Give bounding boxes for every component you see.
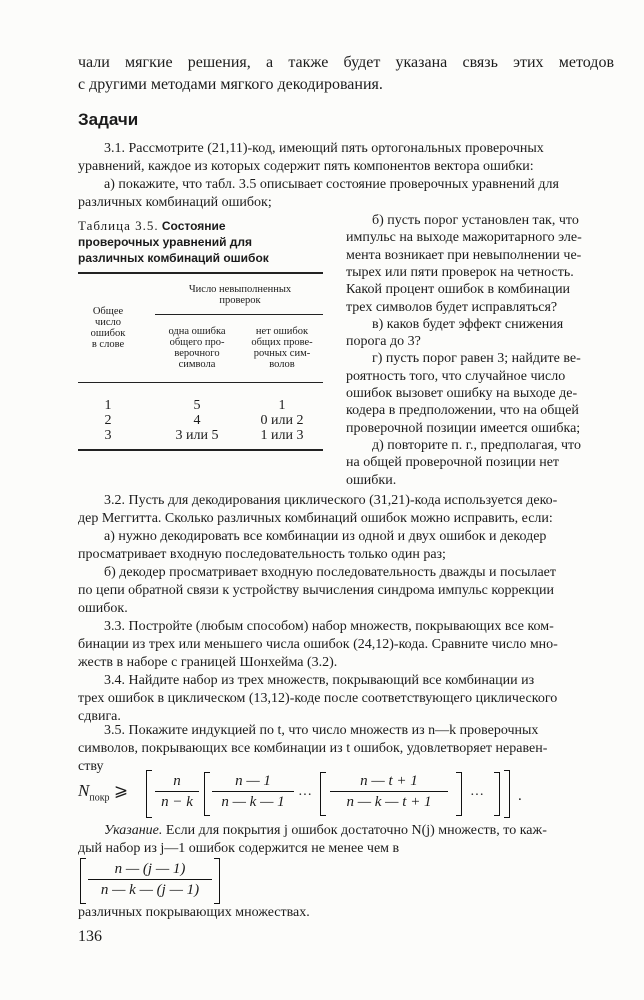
- table-cell: 1: [278, 398, 286, 413]
- fraction-numerator: n — t + 1: [360, 773, 418, 789]
- problem-3-4-line: 3.4. Найдите набор из трех множеств, покрывающий все комбинации из: [104, 673, 535, 688]
- right-column-line: б) пусть порог установлен так, что: [372, 213, 579, 228]
- right-column-line: роятность того, что случайное число: [346, 368, 566, 384]
- table-caption-title: проверочных уравнений для: [78, 235, 253, 249]
- problem-3-5-line: 3.5. Покажите индукцией по t, что число множеств из n—k проверочных: [104, 723, 539, 738]
- table-header-group: [160, 284, 320, 306]
- right-column-line: порога до 3?: [346, 334, 421, 350]
- formula-fraction-1: [155, 772, 199, 811]
- right-column-line: проверочной позиции имеется ошибка;: [346, 420, 581, 436]
- table-rule-top: [78, 272, 323, 274]
- problem-3-2-line: 3.2. Пусть для декодирования циклического (31,21)-кода используется деко-: [104, 493, 558, 508]
- table-header-line: символа: [178, 359, 216, 370]
- table-header-col2: [155, 326, 239, 370]
- problem-3-3-line: 3.3. Постройте (любым способом) набор множеств, покрывающих все ком-: [104, 619, 554, 634]
- problem-3-2-line: просматривает входную последовательность только один раз;: [78, 547, 446, 562]
- table-header-line: число: [94, 317, 122, 328]
- formula-lhs: [78, 781, 128, 803]
- fraction-numerator: n: [173, 773, 181, 789]
- right-column-line: Какой процент ошибок в комбинации: [346, 282, 571, 298]
- problem-3-2-line: а) нужно декодировать все комбинации из одной и двух ошибок и декодер: [104, 529, 547, 544]
- final-line: различных покрывающих множествах.: [78, 905, 310, 920]
- right-column-line: ошибки.: [346, 472, 397, 488]
- ceil-bracket-left: [320, 772, 326, 816]
- ceil-bracket-right: [456, 772, 462, 816]
- table-header-line: одна ошибка: [168, 326, 226, 337]
- fraction-denominator: n — k — t + 1: [346, 794, 432, 810]
- fraction-denominator: n − k: [161, 794, 193, 810]
- formula-end: .: [518, 788, 522, 804]
- table-header-line: нет ошибок: [255, 326, 309, 337]
- table-caption-prefix: Таблица 3.5.: [78, 218, 159, 233]
- hint-text: Если для покрытия j ошибок достаточно N(j) множеств, то каж-: [162, 823, 547, 838]
- table-cell: 1 или 3: [260, 428, 304, 443]
- table-header-group-line: проверок: [219, 295, 261, 306]
- problem-3-4-line: трех ошибок в циклическом (13,12)-коде после соответствующего циклического: [78, 691, 558, 706]
- table-header-line: общих прове-: [251, 337, 313, 348]
- table-caption-title: Состояние: [161, 219, 226, 233]
- table-header-group-line: Число невыполненных: [188, 284, 292, 295]
- ceil-bracket-right: [494, 772, 500, 816]
- fraction-numerator: n — 1: [235, 773, 271, 789]
- section-title: Задачи: [78, 110, 139, 129]
- formula-lhs-subscript: покр: [89, 792, 110, 804]
- problem-3-1-line: а) покажите, что табл. 3.5 описывает состояние проверочных уравнений для: [104, 177, 559, 192]
- table-header-line: верочного: [174, 348, 220, 359]
- problem-3-1-line: 3.1. Рассмотрите (21,11)-код, имеющий пять ортогональных проверочных: [104, 141, 544, 156]
- table-header-col3: [240, 326, 324, 370]
- ceil-bracket-right: [214, 858, 220, 904]
- table-header-line: ошибок: [90, 328, 126, 339]
- right-column-line: ошибок вызовет ошибку на выходе де-: [346, 386, 578, 401]
- problem-3-2-line: дер Меггитта. Сколько различных комбинаций ошибок можно исправить, если:: [78, 511, 553, 526]
- right-column-line: кодера в предположении, что на общей: [346, 403, 579, 419]
- table-cell: 4: [193, 413, 201, 428]
- formula-mid-dots: ···: [298, 788, 312, 803]
- right-column-line: трех символов будет исправляться?: [346, 299, 558, 315]
- table-rule-bottom: [78, 449, 323, 451]
- right-column-line: на общей проверочной позиции нет: [346, 455, 560, 471]
- right-column-line: в) каков будет эффект снижения: [372, 316, 564, 332]
- problem-3-1-line: различных комбинаций ошибок;: [78, 195, 272, 210]
- ceil-bracket-right: [504, 770, 510, 818]
- page-number: 136: [78, 928, 102, 945]
- problem-3-2-line: ошибок.: [78, 601, 128, 616]
- intro-line: с другими методами мягкого декодирования.: [78, 76, 383, 93]
- hint-line: Указание. Если для покрытия j ошибок достаточно N(j) множеств, то каж-: [104, 823, 547, 838]
- formula-fraction-hint: [88, 860, 212, 899]
- table-caption: [78, 218, 338, 266]
- right-column-line: г) пусть порог равен 3; найдите ве-: [372, 351, 581, 367]
- problem-3-5-line: ству: [78, 759, 104, 774]
- table-cell: 5: [193, 398, 201, 413]
- table-cell: 2: [104, 413, 112, 428]
- fraction-denominator: n — k — (j — 1): [100, 882, 200, 898]
- formula-fraction-3: [330, 772, 448, 811]
- problem-3-5-line: символов, покрывающих все комбинации из t ошибок, удовлетворяет неравен-: [78, 741, 548, 756]
- table-header-line: в слове: [91, 339, 125, 350]
- formula-relation: ⩾: [113, 781, 129, 800]
- problem-3-3-line: бинации из трех или меньшего числа ошибок (24,12)-кода. Сравните число мно-: [78, 637, 558, 652]
- table-caption-title: различных комбинаций ошибок: [78, 251, 269, 265]
- problem-3-2-line: б) декодер просматривает входную последовательность дважды и посылает: [104, 565, 556, 580]
- formula-inner-dots: ···: [470, 788, 484, 803]
- problem-3-3-line: жеств в наборе с границей Шонхейма (3.2).: [78, 655, 338, 670]
- table-rule-sub: [155, 314, 323, 315]
- table-cell: 0 или 2: [260, 413, 304, 428]
- table-header-line: волов: [269, 359, 295, 370]
- problem-3-1-line: уравнений, каждое из которых содержит пять компонентов вектора ошибки:: [78, 159, 534, 174]
- ceil-bracket-left: [146, 770, 152, 818]
- formula-fraction-2: [212, 772, 294, 811]
- intro-paragraph: [78, 52, 614, 96]
- table-rule-mid: [78, 382, 323, 383]
- right-column-line: тырех или пяти проверок на четность.: [346, 264, 574, 280]
- problem-3-4-line: сдвига.: [78, 709, 121, 724]
- table-header-line: общего про-: [169, 337, 225, 348]
- hint-line: дый набор из j—1 ошибок содержится не менее чем в: [78, 841, 400, 856]
- ceil-bracket-left: [80, 858, 86, 904]
- table-cell: 3 или 5: [175, 428, 219, 443]
- fraction-denominator: n — k — 1: [221, 794, 285, 810]
- intro-line: чали мягкие решения, а также будет указана связь этих методов: [78, 54, 614, 71]
- right-column-line: д) повторите п. г., предполагая, что: [372, 437, 581, 453]
- table-header-line: рочных сим-: [253, 348, 311, 359]
- table-header-col1: [78, 306, 138, 350]
- right-column-line: мента возникает при невыполнении че-: [346, 247, 582, 263]
- fraction-numerator: n — (j — 1): [114, 861, 186, 877]
- table-cell: 1: [104, 398, 112, 413]
- problem-3-2-line: по цепи обратной связи к устройству вычисления синдрома импульс коррекции: [78, 583, 554, 598]
- table-header-line: Общее: [92, 306, 124, 317]
- right-column-line: импульс на выходе мажоритарного эле-: [346, 230, 582, 246]
- formula-lhs-symbol: N: [78, 781, 90, 800]
- ceil-bracket-left: [204, 772, 210, 816]
- table-cell: 3: [104, 428, 112, 443]
